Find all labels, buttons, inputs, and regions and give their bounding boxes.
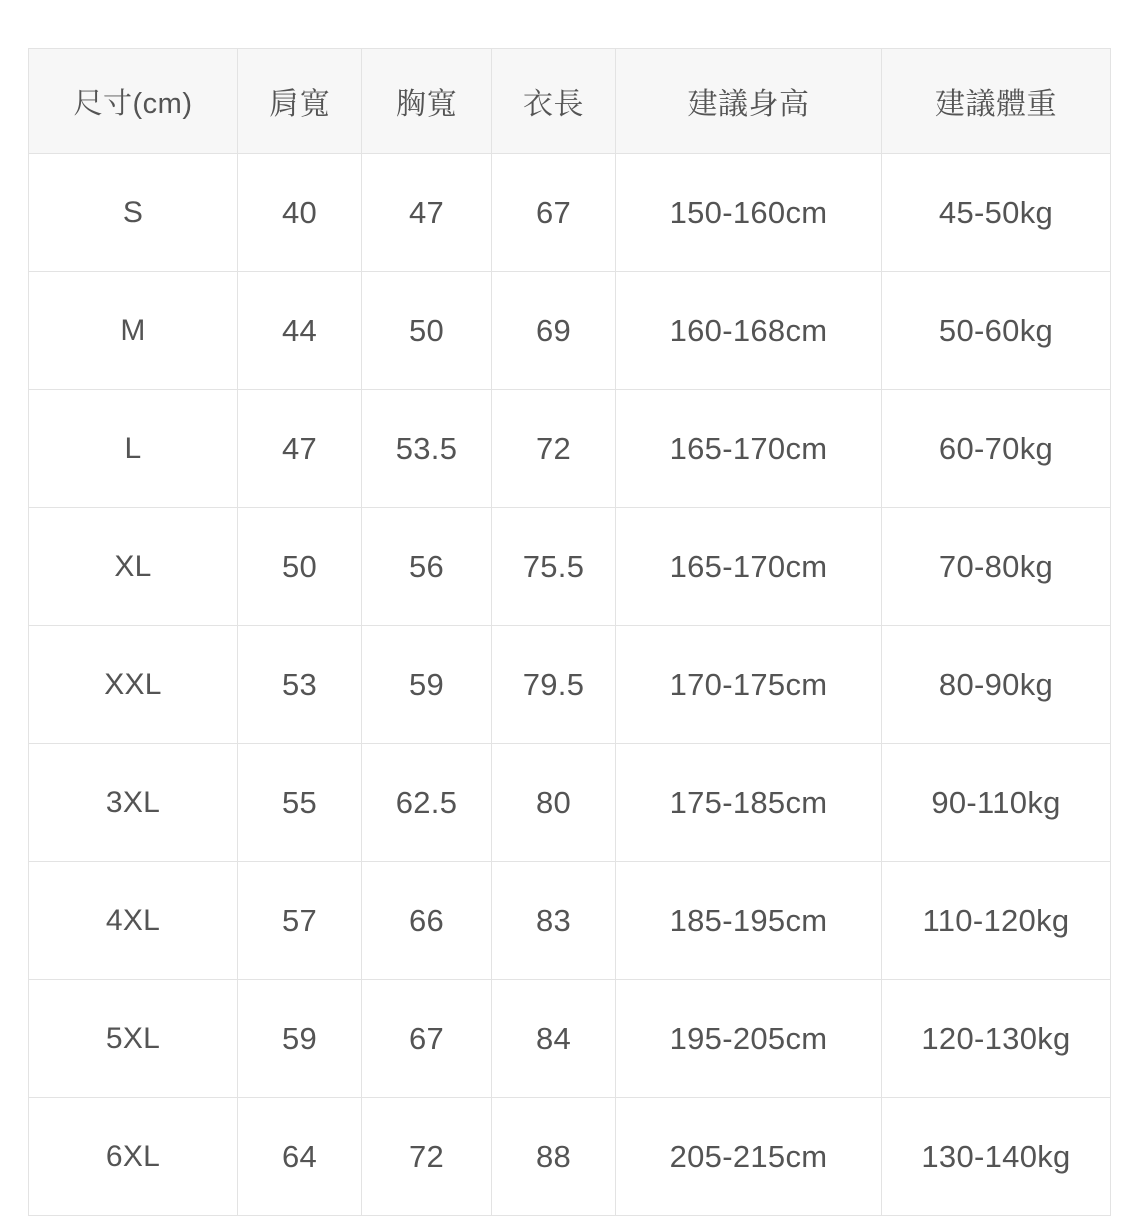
cell-size: 4XL (29, 862, 238, 980)
cell-weight: 80-90kg (882, 626, 1111, 744)
cell-size: 5XL (29, 980, 238, 1098)
cell-length: 72 (492, 390, 616, 508)
cell-weight: 70-80kg (882, 508, 1111, 626)
cell-length: 80 (492, 744, 616, 862)
column-header-shoulder: 肩寬 (238, 49, 362, 154)
cell-shoulder: 59 (238, 980, 362, 1098)
cell-chest: 50 (362, 272, 492, 390)
cell-height: 170-175cm (616, 626, 882, 744)
cell-shoulder: 47 (238, 390, 362, 508)
cell-shoulder: 44 (238, 272, 362, 390)
cell-weight: 45-50kg (882, 154, 1111, 272)
cell-weight: 90-110kg (882, 744, 1111, 862)
table-row (29, 626, 1111, 744)
cell-shoulder: 55 (238, 744, 362, 862)
cell-size: XL (29, 508, 238, 626)
cell-size: M (29, 272, 238, 390)
cell-chest: 53.5 (362, 390, 492, 508)
cell-size: 6XL (29, 1098, 238, 1216)
cell-shoulder: 53 (238, 626, 362, 744)
table-row (29, 154, 1111, 272)
cell-weight: 60-70kg (882, 390, 1111, 508)
table-row (29, 980, 1111, 1098)
size-chart-table (28, 48, 1111, 1216)
cell-height: 205-215cm (616, 1098, 882, 1216)
cell-shoulder: 50 (238, 508, 362, 626)
cell-height: 175-185cm (616, 744, 882, 862)
cell-chest: 59 (362, 626, 492, 744)
cell-size: L (29, 390, 238, 508)
cell-height: 195-205cm (616, 980, 882, 1098)
cell-shoulder: 40 (238, 154, 362, 272)
cell-length: 69 (492, 272, 616, 390)
table-body (29, 154, 1111, 1216)
cell-size: XXL (29, 626, 238, 744)
cell-weight: 120-130kg (882, 980, 1111, 1098)
cell-height: 165-170cm (616, 508, 882, 626)
cell-shoulder: 64 (238, 1098, 362, 1216)
cell-chest: 56 (362, 508, 492, 626)
cell-height: 165-170cm (616, 390, 882, 508)
table-header-row (29, 49, 1111, 154)
cell-weight: 50-60kg (882, 272, 1111, 390)
cell-size: 3XL (29, 744, 238, 862)
column-header-size: 尺寸(cm) (29, 49, 238, 154)
cell-weight: 110-120kg (882, 862, 1111, 980)
table-row (29, 508, 1111, 626)
table-row (29, 1098, 1111, 1216)
cell-length: 83 (492, 862, 616, 980)
cell-height: 160-168cm (616, 272, 882, 390)
table-row (29, 862, 1111, 980)
cell-length: 79.5 (492, 626, 616, 744)
cell-chest: 62.5 (362, 744, 492, 862)
cell-weight: 130-140kg (882, 1098, 1111, 1216)
cell-length: 75.5 (492, 508, 616, 626)
cell-length: 88 (492, 1098, 616, 1216)
cell-shoulder: 57 (238, 862, 362, 980)
table-row (29, 390, 1111, 508)
cell-chest: 72 (362, 1098, 492, 1216)
table-header (29, 49, 1111, 154)
cell-chest: 47 (362, 154, 492, 272)
cell-length: 84 (492, 980, 616, 1098)
cell-height: 185-195cm (616, 862, 882, 980)
cell-size: S (29, 154, 238, 272)
column-header-length: 衣長 (492, 49, 616, 154)
cell-height: 150-160cm (616, 154, 882, 272)
cell-chest: 67 (362, 980, 492, 1098)
column-header-chest: 胸寬 (362, 49, 492, 154)
cell-length: 67 (492, 154, 616, 272)
cell-chest: 66 (362, 862, 492, 980)
column-header-weight: 建議體重 (882, 49, 1111, 154)
column-header-height: 建議身高 (616, 49, 882, 154)
table-row (29, 272, 1111, 390)
table-row (29, 744, 1111, 862)
